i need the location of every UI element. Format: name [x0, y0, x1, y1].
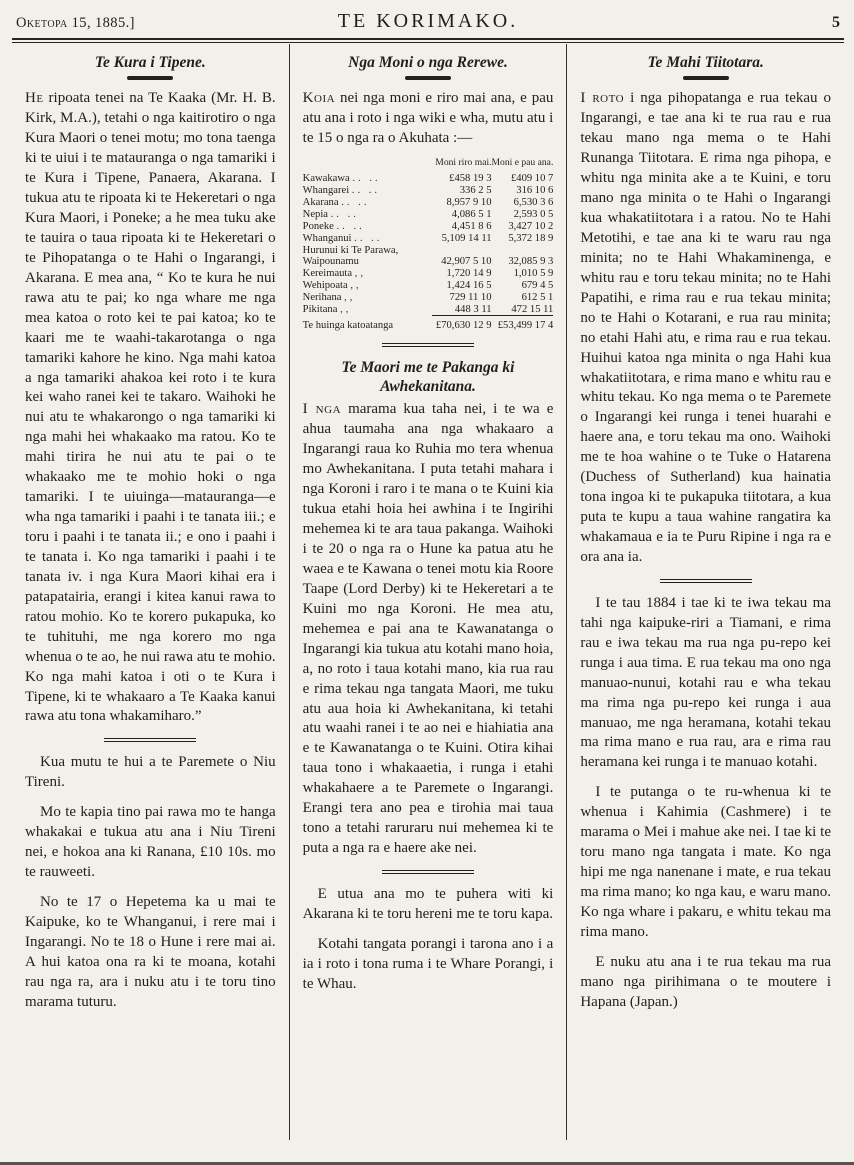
money-in: 448 3 11	[454, 303, 492, 315]
money-in: 4,451 8 6	[451, 220, 492, 232]
money-out: 316 10 6	[516, 184, 554, 196]
paragraph: Kotahi tangata porangi i tarona ano i a ia i roto i tona ruma i te Whare Porangi, i te Whau.	[302, 935, 554, 992]
money-in: 5,109 14 11	[441, 232, 492, 244]
paragraph	[25, 89, 276, 727]
money-out: 612 5 1	[521, 291, 554, 303]
paragraph	[303, 400, 554, 859]
leader-dots: ,,	[344, 291, 356, 303]
paragraph: No te 17 o Hepetema ka u mai te Kaipuke, ko te Whanganui, i rere mai i Ingarangi. No te 18 o Hune i rere mai ai. A hui katoa ona ra ki te moana, kotahi rau nga ra, ara i nuku atu i te toru tino marama tuturu.	[25, 894, 276, 1010]
section-divider	[104, 738, 196, 742]
heading-bar	[683, 76, 729, 80]
lead-word: I roto	[580, 90, 625, 107]
heading-bar	[405, 76, 451, 80]
paragraph: I te tau 1884 i tae ki te iwa tekau ma tahi nga kaipuke-riri a Tiamani, e rima rau e iwa tekau ma rua nga pu-repo kei runga i aua tima. E rua tekau ma ono nga manuao-nunui, kotahi rau e wha tekau ma rima nga pu-repo kei runga i aua manuao, me nga heramana, kotahi tekau ma rima mano e rua rau, ara e rima rau heramana kei runga i te manuao kotahi.	[580, 594, 832, 771]
leader-dots: .. ..	[351, 184, 381, 196]
table-row	[303, 244, 554, 267]
station-name: Whanganui	[302, 232, 352, 244]
station-name: Akarana	[302, 196, 339, 208]
column-1	[12, 44, 289, 1140]
paragraph: E utua ana mo te puhera witi ki Akarana ki te toru hereni me te toru kapa.	[302, 886, 554, 922]
table-row	[303, 303, 554, 316]
table-total-row	[303, 316, 554, 332]
table-header-row	[303, 157, 554, 172]
lead-word: I nga	[302, 401, 342, 418]
table-row	[303, 184, 554, 196]
money-in: 42,907 5 10	[441, 255, 492, 267]
paragraph	[580, 89, 831, 568]
article-heading: Te Mahi Tiitotara.	[647, 54, 764, 71]
table-row	[303, 232, 554, 244]
masthead	[12, 8, 844, 38]
section-divider	[382, 343, 474, 347]
paragraph-text: ripoata tenei na Te Kaaka (Mr. H. B. Kirk, M.A.), tetahi o nga kaitirotiro o nga Kura Maori o tenei motu; mo tona taenga ki te uiui i te matauranga o nga tamariki i te Kura i Tipene, Panaera, Akarana. I tukua atu te ripoata ki te Hekeretari o nga Kura Maori, i Poneke; a he mea tuku ake te tauira o taua ripoata ki te Hekeretari o te Pihopatanga o te Hahi o Ingarangi, i Akarana. E mea ana, “ Ko te kura he nui rawa atu te pai; ko nga whare me nga mea katoa o roto kei te pai katoa; ko te kaari me te waahi-takarotanga o nga tamariki kahore he kino. Nga mahi katoa a nga tamariki ahakoa kei roto i te kura kei waho ranei kei te takaro. Waihoki he nui atu te whakarongo o nga tamariki ki nga mahi hei whakaako ma ratou. Ko te mahi tirira he nui atu te pai o te whakaako me te mohio hoki o nga tamariki. I te uiuinga—matauranga—e wha nga tamariki i paahi i te tanata iii.; e toru i paahi i te tanata ii.; e ono i paahi i te tanata i. Ko nga tamariki i paahi i te tanata iv. i nga Kura Maori kihai era i patapatairia, erangi i kitea kanui rawa to ratou mohio. Ko te korero pukapuka, ko te tuhituhi, me nga korero mo nga whenua o te ao, he nui rawa atu te mohio. Ko nga mahi katoa i oti o te Kura i Tipene, ki te whakaaro a Te Kaaka kanui rawa atu tona whakamiharo.”	[25, 90, 276, 725]
article-heading: Te Maori me te Pakanga ki Awhekanitana.	[341, 358, 515, 396]
money-out: 1,010 5 9	[513, 267, 554, 279]
total-label: Te huinga katoatanga	[302, 320, 394, 332]
page-number: 5	[832, 14, 840, 31]
article-heading: Te Kura i Tipene.	[94, 54, 206, 71]
money-out: 679 4 5	[521, 279, 554, 291]
section-divider	[382, 870, 474, 874]
table-row	[303, 220, 554, 232]
station-name: Nerihana	[302, 291, 342, 303]
leader-dots: ,,	[354, 267, 367, 279]
column-header-money-in: Moni riro mai.	[435, 156, 492, 168]
masthead-rule	[12, 38, 844, 43]
station-name: Wehipoata	[302, 279, 348, 291]
money-out: 3,427 10 2	[508, 220, 554, 232]
station-name: Whangarei	[302, 184, 350, 196]
table-row	[303, 208, 554, 220]
station-name: Poneke	[302, 220, 334, 232]
paragraph: Mo te kapia tino pai rawa mo te hanga whakakai e tukua atu ana i Niu Tireni nei, e hokoa ana ki Ranana, £10 10s. mo te rauweeti.	[25, 804, 276, 881]
money-out: 6,530 3 6	[513, 196, 554, 208]
leader-dots: .. ..	[330, 208, 359, 220]
money-out: £409 10 7	[510, 172, 554, 184]
paragraph: E nuku atu ana i te rua tekau ma rua mano nga pirihimana o te moutere i Hapana (Japan.)	[580, 953, 832, 1010]
leader-dots: .. ..	[352, 172, 381, 184]
railway-money-table	[303, 157, 554, 332]
money-in: 4,086 5 1	[451, 208, 492, 220]
newspaper-title: TE KORIMAKO.	[337, 10, 519, 32]
lead-word: He	[25, 90, 44, 107]
leader-dots: ,,	[340, 304, 352, 316]
article-heading: Nga Moni o nga Rerewe.	[348, 54, 508, 71]
money-out: 32,085 9 3	[508, 255, 554, 267]
station-name: Kawakawa	[302, 172, 350, 184]
table-row	[303, 172, 554, 184]
paragraph-text: marama kua taha nei, i te wa e ahua taumaha ana nga whakaaro a Ingarangi raua ko Ruhia mo tera whenua mo Awhekanitana. I puta tetahi mahara i nga Koroni i raro i te mana o te Kuini kia tukua etahi hoia hei awhina i te Ingirihi mehemea ki te ara taua pakanga. Waihoki i te 20 o nga ra o Hune ka patua atu he waea e te Kawana o tenei motu kia Roore Taape (Lord Derby) ki te Hekeretari a te Kuini mo nga Koroni. He mea atu, mehemea e pai ana te Kawanatanga o Ingarangi kia tukua atu kotahi mano hoia, a, no roto i taua kotahi mano, kia rua rau e rima tekau nga tangata Maori, me tuku atu aua hoia ki Awhekanitana, ki tetahi atu waahi ranei i te ao nei e hiahiatia ana e te Kawanatanga o te Kuini. Otira kihai taua tono i whakaaetia, i runga i etahi whakahaere a te Paremete o Ingarangi. Erangi tera ano pea e tirohia mai taua tono a tetahi raruraru nui mehemea ki te puta a nga ra e haere ake nei.	[302, 401, 554, 857]
money-in: 336 2 5	[459, 184, 492, 196]
table-row	[303, 196, 554, 208]
columns	[12, 44, 844, 1140]
column-2	[289, 44, 567, 1140]
money-out: 2,593 0 5	[513, 208, 554, 220]
money-in: 1,424 16 5	[446, 279, 492, 291]
column-header-money-out: Moni e pau ana.	[491, 156, 554, 168]
station-name: Hurunui ki Te Parawa, Waipounamu	[302, 244, 399, 267]
station-name: Pikitana	[302, 304, 338, 316]
leader-dots: ,,	[350, 279, 362, 291]
paragraph: I te putanga o te ru-whenua ki te whenua i Kahimia (Cashmere) i te marama o Mei i mahue ake nei. I tae ki te toru mano nga tangata i mate. Ko nga hipi me nga nanenane i mate, e rua tekau ma rima mano; ko nga kau, e waru mano. Ko nga whare i pakaru, e whitu tekau ma rima mano.	[580, 784, 832, 940]
money-in: 8,957 9 10	[446, 196, 492, 208]
money-in: £458 19 3	[449, 172, 492, 184]
money-in: 729 11 10	[449, 291, 492, 303]
station-name: Kereimauta	[302, 267, 353, 279]
empty-header-cell	[303, 157, 432, 172]
total-money-out: £53,499 17 4	[492, 316, 554, 332]
table-row	[303, 279, 554, 291]
leader-dots: .. ..	[336, 220, 365, 232]
money-in: 1,720 14 9	[446, 267, 492, 279]
paragraph	[303, 89, 554, 149]
heading-bar	[127, 76, 173, 80]
lead-word: Koia	[302, 90, 336, 107]
section-divider	[660, 579, 752, 583]
column-3	[566, 44, 844, 1140]
paragraph-text: nei nga moni e riro mai ana, e pau atu ana i roto i nga wiki e wha, mutu atu i te 15 o nga ra o Akuhata :—	[302, 90, 554, 147]
paragraph: Kua mutu te hui a te Paremete o Niu Tireni.	[25, 754, 276, 791]
table-body	[303, 172, 554, 332]
station-name: Nepia	[302, 208, 328, 220]
issue-date: Oketopa 15, 1885.]	[16, 15, 135, 31]
money-out: 472 15 11	[511, 303, 554, 315]
table-row	[303, 291, 554, 303]
leader-dots: .. ..	[354, 232, 383, 244]
leader-dots: .. ..	[341, 196, 370, 208]
money-out: 5,372 18 9	[508, 232, 554, 244]
total-money-in: £70,630 12 9	[432, 316, 492, 332]
paragraph-text: i nga pihopatanga e rua tekau o Ingarangi, e tae ana ki te rua rau e rua tekau mano nga mema o te Hahi Runanga Tiitotara. E rima nga pihopa, e whitu nga minita ake a te Kuini, e toru mano nga minita o te Hahi o Ingarangi kua whakatiitotara i a ratou. No te Hahi Metotihi, e tae ana ki te waru rau nga minita; no te Hahi Whakaminenga, e whitu rau e toru tekau minita; no te Hahi Papatihi, e rima rau e rua tekau minita; no te Hahi o Kotarani, e rua rau minita; no etahi Hahi atu, e rima rau e rua tekau. Huihui katoa nga minita o nga Hahi kua whakatiitotara, e rima mano e whitu rau e whitu tekau. Ko nga mema o te Paremete o Ingarangi kei runga i tenei huarahi e haere ana, e toru tekau ma ono. Waihoki me te hoa wahine o te Tuke o Hatarena (Duchess of Sutherland) kua hainatia tona ingoa ki te pukapuka tiitotara, a kua puta te kupu a taua wahine rangatira ka whakamaua e ia te Puru Ripine i nga ra e ora ana ia.	[580, 90, 832, 565]
table-row	[303, 267, 554, 279]
table-header	[303, 157, 554, 172]
